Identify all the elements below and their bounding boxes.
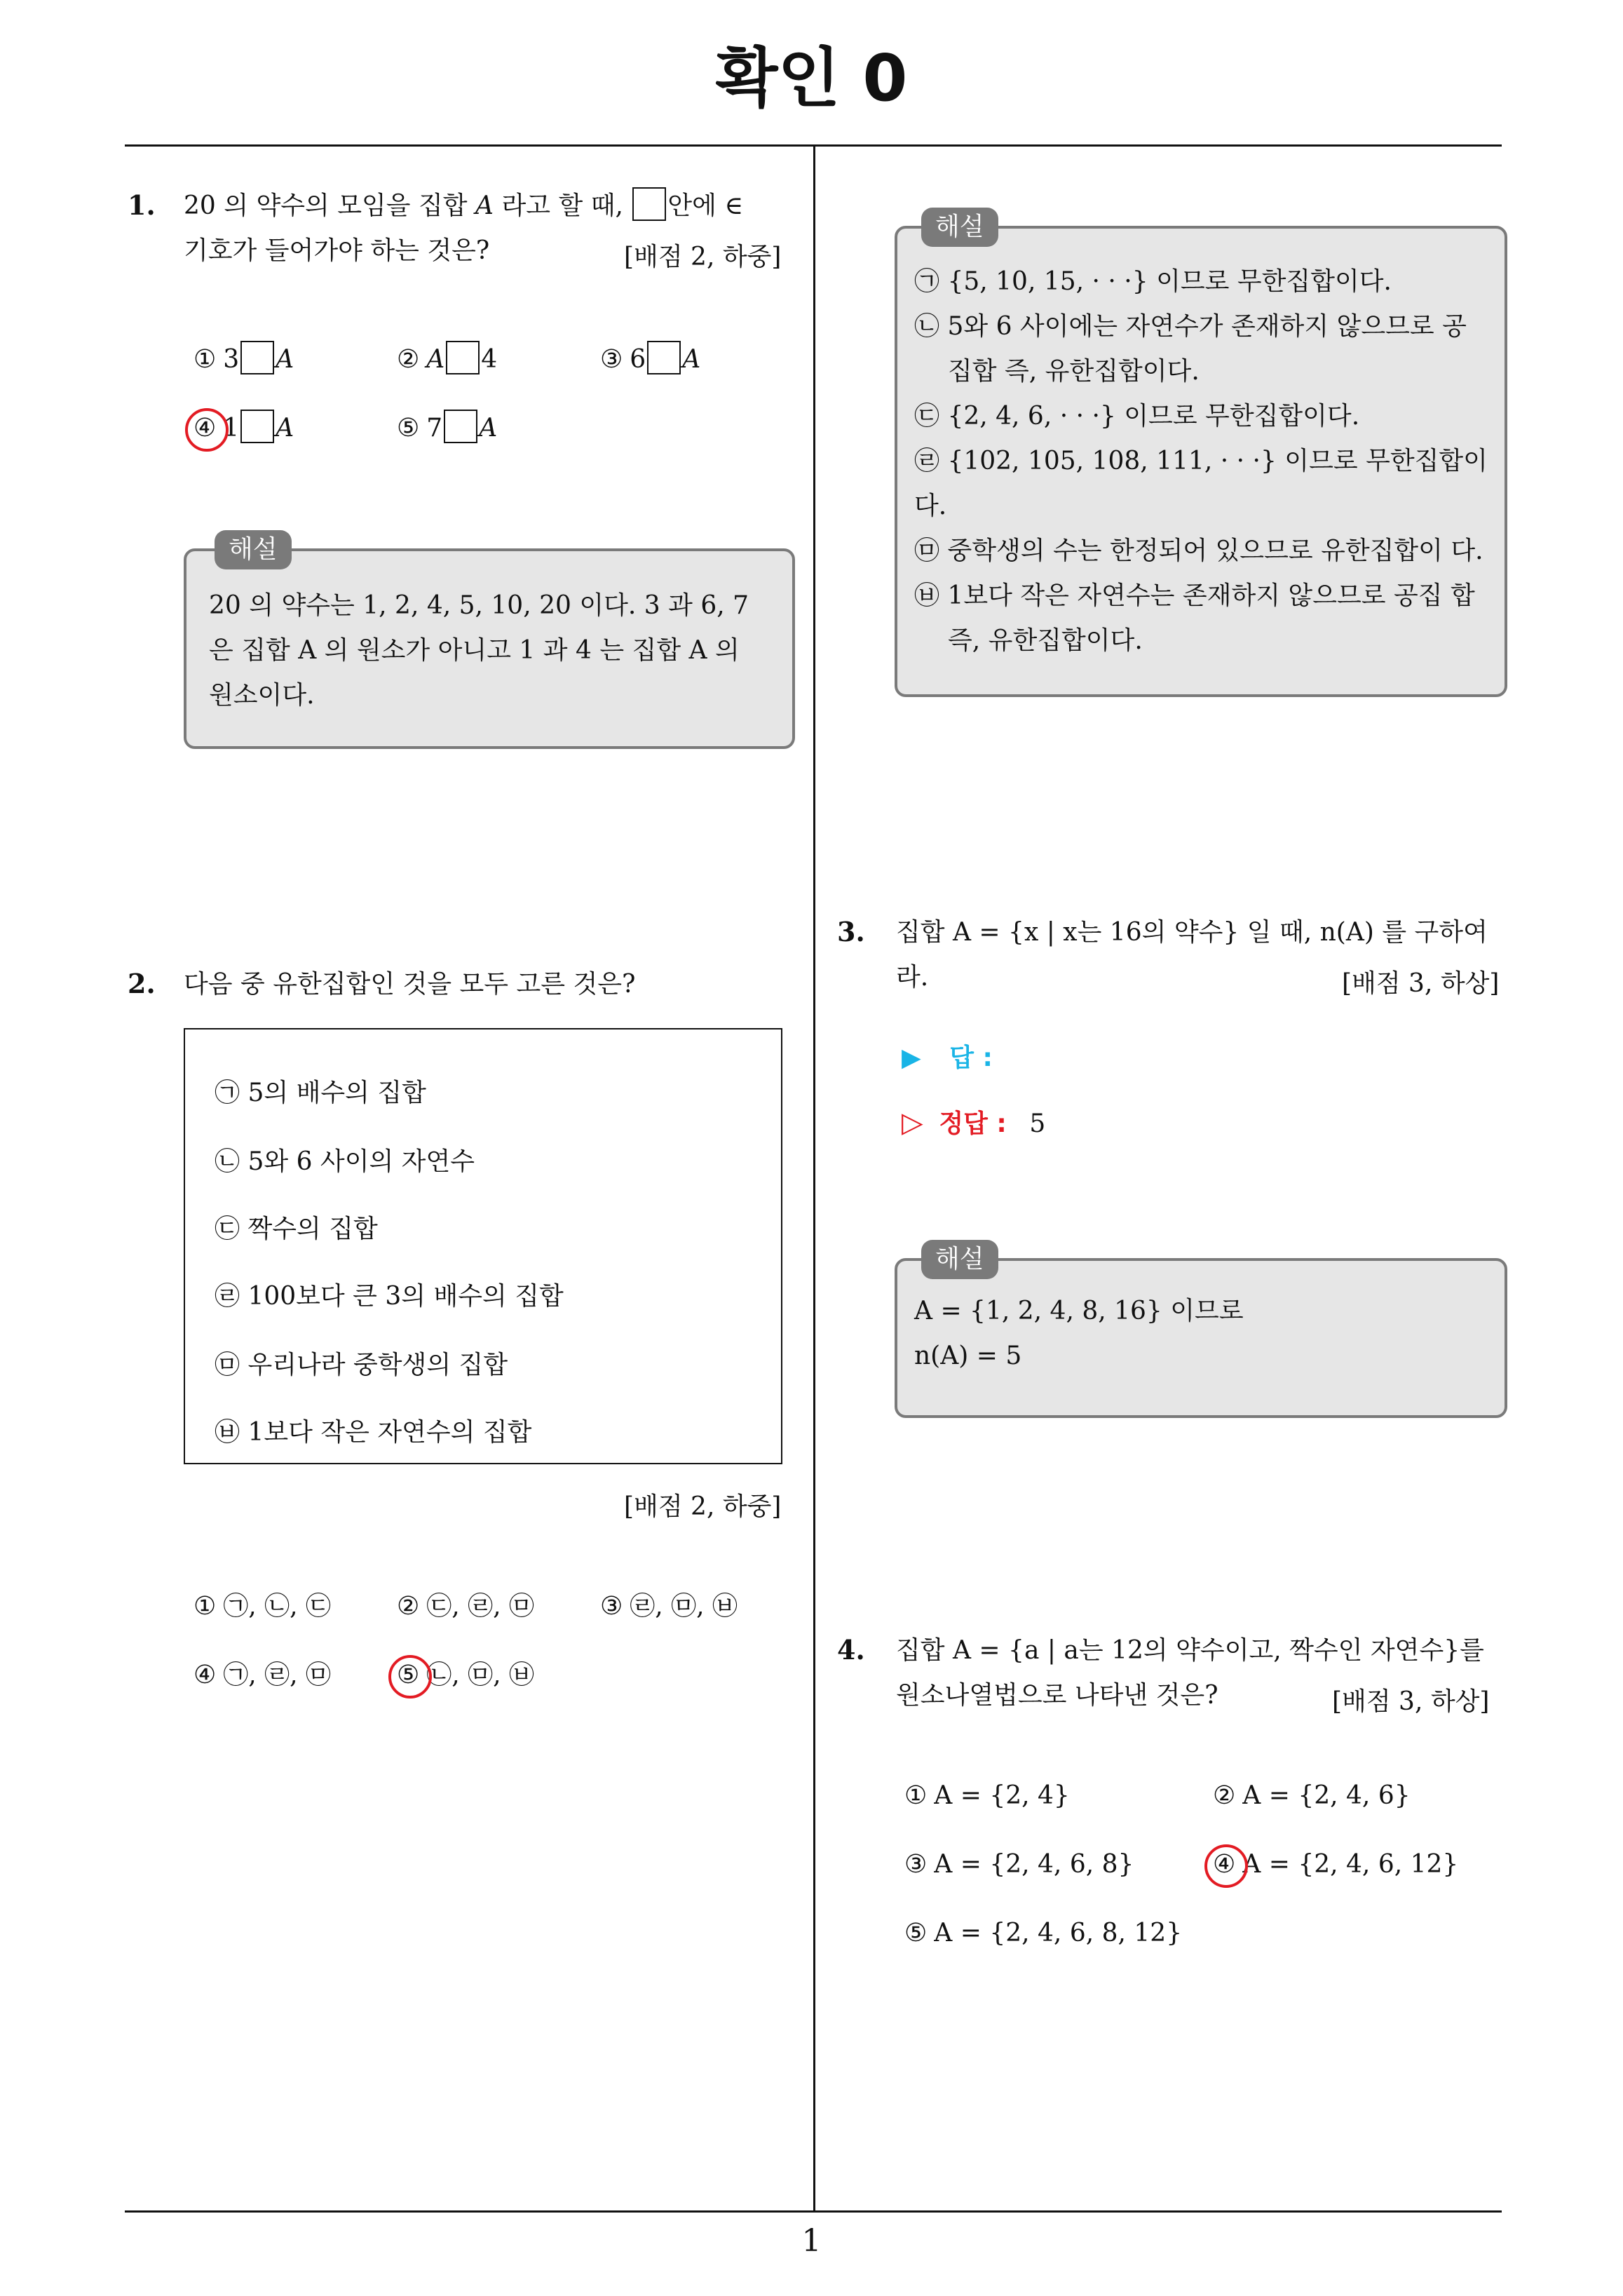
- condition-item: ㉠ 5의 배수의 집합: [215, 1079, 426, 1107]
- question-text-part: 20 의 약수의 모임을 집합: [184, 191, 468, 220]
- correct-label: 정답 :: [939, 1109, 1007, 1138]
- choice-4[interactable]: [193, 1655, 331, 1691]
- choice-3[interactable]: [600, 1586, 738, 1622]
- blank-box: [240, 410, 274, 443]
- choice-right: A: [682, 345, 701, 374]
- answer-row: [902, 1038, 993, 1074]
- choice-text: A = {2, 4, 6, 8, 12}: [934, 1919, 1183, 1947]
- choice-number: ④: [1213, 1850, 1236, 1879]
- choice-number: ①: [193, 345, 217, 374]
- answer-arrow-icon: ▶: [902, 1044, 921, 1072]
- explanation-label: 해설: [921, 1240, 998, 1279]
- choice-text: A = {2, 4}: [934, 1781, 1070, 1810]
- choice-text: ㉢, ㉣, ㉤: [426, 1592, 535, 1621]
- choice-text: A = {2, 4, 6}: [1242, 1781, 1411, 1810]
- explanation-line: 은 집합 A 의 원소가 아니고 1 과 4 는 집합 A 의: [209, 636, 740, 665]
- choice-left: A: [426, 345, 445, 374]
- blank-box: [444, 410, 477, 443]
- choice-right: A: [276, 414, 294, 443]
- explanation-line: ㉡ 5와 6 사이에는 자연수가 존재하지 않으므로 공집합 즉, 유한집합이다.: [914, 312, 1467, 386]
- explanation-line: ㉥ 1보다 작은 자연수는 존재하지 않으므로 공집 합 즉, 유한집합이다.: [914, 581, 1475, 655]
- correct-answer-row: [902, 1104, 1045, 1140]
- question-text-part: 라고 할 때,: [501, 191, 623, 220]
- blank-box: [632, 187, 666, 221]
- choice-number: ②: [1213, 1781, 1236, 1810]
- choice-2[interactable]: [1213, 1781, 1411, 1810]
- explanation-line: ㉣ {102, 105, 108, 111, · · ·} 이므로 무한집합이다.: [914, 447, 1488, 520]
- footer-divider: [125, 2210, 1502, 2213]
- explanation-line: ㉢ {2, 4, 6, · · ·} 이므로 무한집합이다.: [914, 402, 1360, 431]
- choice-number: ⑤: [904, 1919, 928, 1947]
- explanation-line: A = {1, 2, 4, 8, 16} 이므로: [914, 1297, 1244, 1325]
- choice-text: ㉠, ㉣, ㉤: [223, 1661, 332, 1689]
- answer-mark-circle: [388, 1655, 432, 1699]
- explanation-box: [895, 1245, 1507, 1418]
- explanation-line: ㉠ {5, 10, 15, · · ·} 이므로 무한집합이다.: [914, 267, 1392, 296]
- explanation-line: n(A) = 5: [914, 1342, 1022, 1370]
- choice-5[interactable]: [397, 410, 497, 443]
- choice-text: ㉠, ㉡, ㉢: [223, 1592, 332, 1621]
- choice-number: ④: [193, 1661, 217, 1689]
- page-title: 확인 0: [715, 41, 908, 116]
- choice-left: 7: [426, 414, 443, 443]
- blank-box: [240, 341, 274, 374]
- choice-2[interactable]: [397, 341, 497, 374]
- score-label: [배점 2, 하중]: [624, 1492, 782, 1521]
- choice-5[interactable]: [397, 1655, 534, 1691]
- choice-number: ③: [904, 1850, 928, 1879]
- question-text: 다음 중 유한집합인 것을 모두 고른 것은?: [184, 970, 636, 999]
- answer-mark-circle: [185, 408, 229, 452]
- explanation-line: ㉤ 중학생의 수는 한정되어 있으므로 유한집합이 다.: [914, 536, 1483, 565]
- choice-right: A: [479, 414, 498, 443]
- explanation-line: 원소이다.: [209, 681, 315, 710]
- question-text: [184, 184, 801, 229]
- choice-number: ⑤: [397, 414, 420, 443]
- question-text-line2: 원소나열법으로 나타낸 것은?: [896, 1681, 1218, 1710]
- question-text-line2: 라.: [896, 963, 929, 992]
- condition-item: ㉣ 100보다 큰 3의 배수의 집합: [215, 1282, 564, 1311]
- explanation-label: 해설: [921, 208, 998, 247]
- choice-number: ④: [193, 414, 217, 443]
- choice-left: 3: [223, 345, 240, 374]
- choice-3[interactable]: [904, 1850, 1134, 1879]
- choice-right: 4: [481, 345, 498, 374]
- choice-left: 6: [630, 345, 646, 374]
- correct-value: 5: [1029, 1109, 1046, 1138]
- explanation-box: [184, 535, 795, 749]
- choice-1[interactable]: [904, 1781, 1070, 1810]
- choice-number: ③: [600, 345, 623, 374]
- choice-text: A = {2, 4, 6, 12}: [1242, 1850, 1459, 1879]
- choice-5[interactable]: [904, 1919, 1182, 1947]
- score-label: [배점 3, 하상]: [1332, 1687, 1490, 1716]
- explanation-line: 20 의 약수는 1, 2, 4, 5, 10, 20 이다. 3 과 6, 7: [209, 591, 749, 620]
- condition-item: ㉡ 5와 6 사이의 자연수: [215, 1147, 475, 1176]
- question-text: 집합 A = {a | a는 12의 약수이고, 짝수인 자연수}를: [896, 1636, 1484, 1665]
- correct-arrow-icon: ▷: [902, 1107, 923, 1139]
- condition-box: [184, 1028, 782, 1464]
- answer-mark-circle: [1204, 1844, 1248, 1888]
- question-text-part: 안에 ∈: [667, 191, 744, 220]
- choice-3[interactable]: [600, 341, 700, 374]
- choice-number: ③: [600, 1592, 623, 1621]
- choice-number: ⑤: [397, 1661, 420, 1689]
- question-text: 집합 A = {x | x는 16의 약수} 일 때, n(A) 를 구하여: [896, 918, 1488, 947]
- score-label: [배점 3, 하상]: [1342, 969, 1500, 998]
- choice-text: A = {2, 4, 6, 8}: [934, 1850, 1134, 1879]
- condition-item: ㉤ 우리나라 중학생의 집합: [215, 1351, 508, 1379]
- choice-number: ②: [397, 345, 420, 374]
- choice-4[interactable]: [1213, 1850, 1458, 1879]
- condition-item: ㉥ 1보다 작은 자연수의 집합: [215, 1418, 532, 1447]
- choice-number: ①: [904, 1781, 928, 1810]
- condition-item: ㉢ 짝수의 집합: [215, 1215, 378, 1243]
- blank-box: [446, 341, 480, 374]
- choice-4[interactable]: [193, 410, 294, 443]
- choice-text: ㉣, ㉤, ㉥: [630, 1592, 738, 1621]
- question-text-line2: 기호가 들어가야 하는 것은?: [184, 236, 490, 265]
- choice-number: ①: [193, 1592, 217, 1621]
- explanation-box: [895, 212, 1507, 697]
- choice-text: ㉡, ㉤, ㉥: [426, 1661, 535, 1689]
- choice-left: 1: [223, 414, 240, 443]
- question-number: 2.: [128, 968, 156, 999]
- page-number: 1: [801, 2223, 822, 2259]
- choice-2[interactable]: [397, 1586, 534, 1622]
- score-label: [배점 2, 하중]: [624, 243, 782, 271]
- explanation-label: 해설: [215, 530, 292, 569]
- question-number: 4.: [837, 1634, 865, 1666]
- choice-1[interactable]: [193, 341, 294, 374]
- set-variable: A: [475, 191, 494, 220]
- choice-number: ②: [397, 1592, 420, 1621]
- choice-right: A: [276, 345, 294, 374]
- blank-box: [647, 341, 681, 374]
- column-divider: [813, 146, 815, 2211]
- choice-1[interactable]: [193, 1586, 331, 1622]
- question-number: 1.: [128, 189, 156, 221]
- answer-label: 답 :: [949, 1044, 993, 1072]
- question-number: 3.: [837, 916, 865, 947]
